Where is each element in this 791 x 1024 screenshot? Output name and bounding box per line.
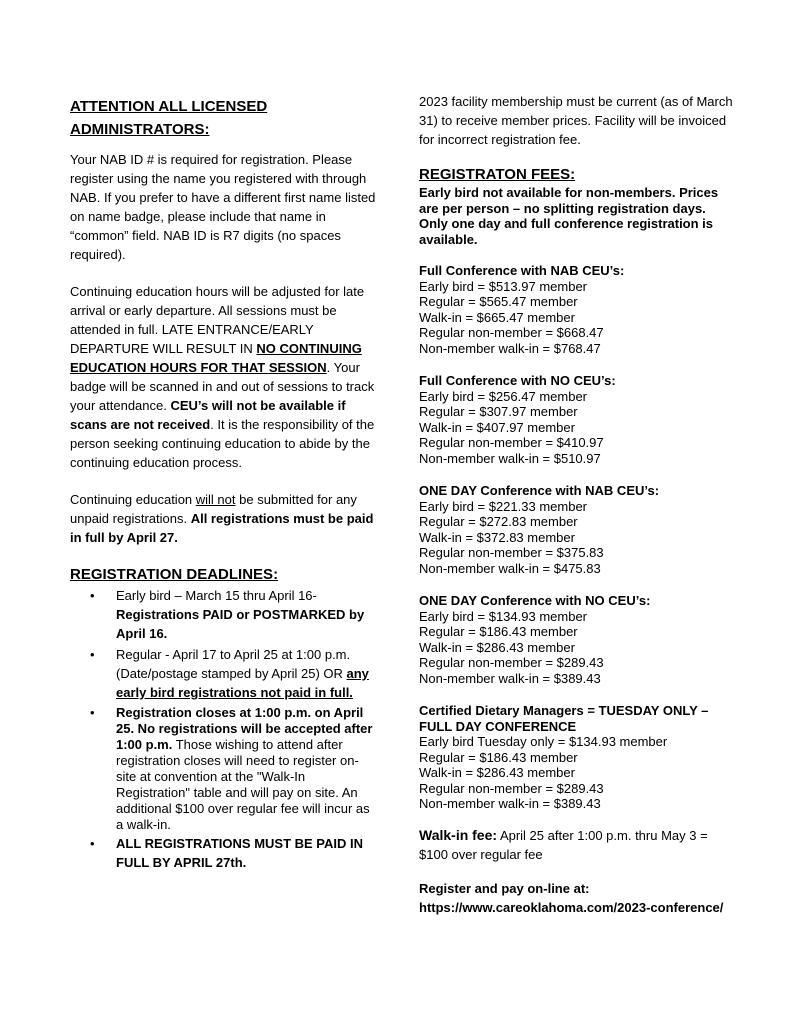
- fee-group-title: Certified Dietary Managers = TUESDAY ONLY – FULL DAY CONFERENCE: [419, 703, 709, 734]
- fee-line: Early bird Tuesday only = $134.93 member: [419, 734, 668, 749]
- ceu-text-1: Continuing education hours will be adjusted for late arrival or early departure. All sessions must be attended in full. LATE ENTRANCE/EARLY DEPARTURE WILL RESULT IN: [70, 284, 365, 356]
- unpaid-text-1: Continuing education: [70, 492, 196, 507]
- deadline-closes: [70, 705, 376, 833]
- ceu-text-3: . It is the responsibility of the person seeking continuing education to abide by the continuing education process.: [70, 417, 375, 470]
- fee-group-title: Full Conference with NO CEU’s:: [419, 373, 616, 388]
- deadline-regular: [70, 645, 376, 702]
- fee-group-title: Full Conference with NAB CEU’s:: [419, 263, 625, 278]
- closes-text: Those wishing to attend after registration closes will need to register on-site at convention at the "Walk-In Registration" table and will pay on site. An additional $100 over regular fee will incur as a walk-in.: [116, 737, 370, 832]
- bullet: •: [90, 647, 95, 662]
- membership-intro: 2023 facility membership must be current (as of March 31) to receive member prices. Facility will be invoiced for incorrect registration fee.: [419, 94, 733, 147]
- fee-line: Regular non-member = $289.43: [419, 780, 604, 796]
- fee-line: Regular = $272.83 member: [419, 514, 578, 529]
- fee-group-title: ONE DAY Conference with NAB CEU’s:: [419, 483, 660, 498]
- fee-line: Early bird = $256.47 member: [419, 388, 588, 404]
- register-url-link[interactable]: https://www.careoklahoma.com/2023-conference/: [419, 899, 724, 915]
- fee-groups: [419, 263, 737, 812]
- fee-line: Regular = $186.43 member: [419, 749, 578, 765]
- fee-line: Regular = $186.43 member: [419, 624, 578, 639]
- fee-group: [419, 373, 737, 466]
- fee-line: Non-member walk-in = $389.43: [419, 796, 601, 811]
- fee-line: Regular non-member = $410.97: [419, 435, 604, 450]
- unpaid-text-2: be submitted for any unpaid registrations.: [70, 492, 357, 526]
- register-line: Register and pay on-line at:: [419, 880, 590, 896]
- bullet: •: [90, 705, 95, 720]
- regular-text: Regular - April 17 to April 25 at 1:00 p.m. (Date/postage stamped by April 25) OR: [116, 647, 351, 681]
- fee-line: Walk-in = $286.43 member: [419, 639, 575, 655]
- left-column: [70, 95, 376, 872]
- walkin-fee-text: April 25 after 1:00 p.m. thru May 3 = $100 over regular fee: [419, 827, 708, 862]
- fee-line: Regular non-member = $375.83: [419, 545, 604, 560]
- right-column: [419, 92, 737, 917]
- fee-group: [419, 263, 737, 356]
- bullet: •: [90, 588, 95, 603]
- attention-heading: [70, 95, 376, 141]
- deadline-all-paid: [70, 834, 376, 872]
- deadline-early-bird: [70, 586, 376, 643]
- early-bird-bold: Registrations PAID or POSTMARKED by April 16.: [116, 607, 365, 641]
- regular-bold: any early bird registrations not paid in full.: [116, 666, 369, 700]
- fee-line: Non-member walk-in = $768.47: [419, 340, 601, 356]
- closes-bold: Registration closes at 1:00 p.m. on April 25. No registrations will be accepted after 1:00 p.m.: [116, 705, 373, 752]
- ceu-scan-warning: CEU’s will not be available if scans are not received: [70, 398, 346, 432]
- attention-heading-line1: ATTENTION ALL LICENSED: [70, 98, 268, 115]
- walkin-fee-paragraph: [419, 826, 737, 864]
- fee-line: Walk-in = $286.43 member: [419, 765, 575, 780]
- fee-line: Early bird = $513.97 member: [419, 278, 588, 294]
- fee-line: Non-member walk-in = $389.43: [419, 670, 601, 686]
- all-paid-bold: ALL REGISTRATIONS MUST BE PAID IN FULL BY APRIL 27th.: [116, 836, 364, 870]
- unpaid-paragraph: [70, 490, 376, 547]
- deadlines-list: [70, 586, 376, 872]
- nab-id-paragraph: Your NAB ID # is required for registration. Please register using the name you registered with through NAB. If you prefer to have a different first name listed on name badge, please include that name in “common” field. NAB ID is R7 digits (no spaces required).: [70, 152, 376, 262]
- fee-line: Early bird = $134.93 member: [419, 608, 588, 624]
- fee-group: [419, 593, 737, 686]
- unpaid-will-not: will not: [195, 492, 236, 507]
- fee-line: Early bird = $221.33 member: [419, 498, 588, 514]
- fee-line: Regular non-member = $668.47: [419, 325, 604, 340]
- register-paragraph: [419, 879, 737, 917]
- deadlines-heading: REGISTRATION DEADLINES:: [70, 566, 279, 583]
- walkin-fee-label: Walk-in fee:: [419, 826, 498, 843]
- fee-line: Walk-in = $372.83 member: [419, 529, 575, 545]
- ceu-text-2: . Your badge will be scanned in and out of sessions to track your attendance.: [70, 360, 375, 413]
- fee-line: Walk-in = $407.97 member: [419, 419, 575, 435]
- fee-line: Regular = $307.97 member: [419, 404, 578, 419]
- ceu-paragraph: [70, 282, 376, 472]
- fee-line: Non-member walk-in = $475.83: [419, 560, 601, 576]
- fees-note: Early bird not available for non-members. Prices are per person – no splitting registration days. Only one day and full conference registration is available.: [419, 185, 719, 247]
- fee-line: Non-member walk-in = $510.97: [419, 450, 601, 466]
- fee-line: Walk-in = $665.47 member: [419, 309, 575, 325]
- bullet: •: [90, 836, 95, 851]
- fee-line: Regular non-member = $289.43: [419, 655, 604, 670]
- unpaid-deadline: All registrations must be paid in full by April 27.: [70, 511, 374, 545]
- fee-group: [419, 703, 737, 812]
- ceu-no-hours-warning: NO CONTINUING EDUCATION HOURS FOR THAT SESSION: [70, 341, 362, 375]
- attention-heading-line2: ADMINISTRATORS:: [70, 121, 210, 138]
- fee-line: Regular = $565.47 member: [419, 294, 578, 309]
- fee-group-title: ONE DAY Conference with NO CEU’s:: [419, 593, 651, 608]
- early-bird-text: Early bird – March 15 thru April 16-: [116, 588, 317, 603]
- fee-group: [419, 483, 737, 576]
- fees-heading: REGISTRATON FEES:: [419, 166, 576, 183]
